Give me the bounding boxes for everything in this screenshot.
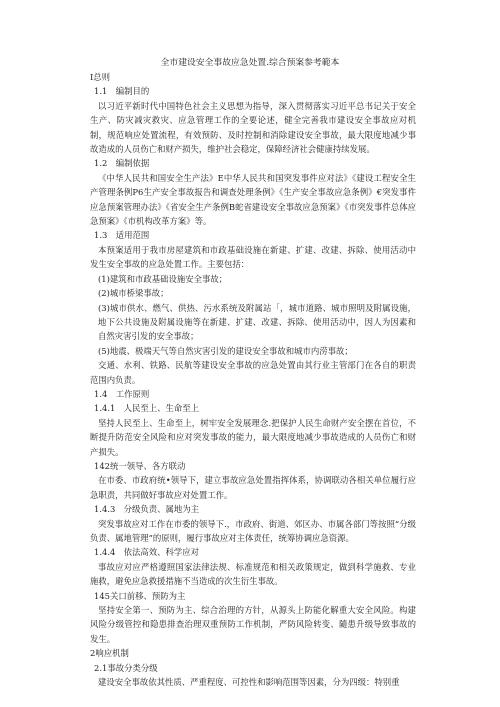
paragraph: 事故应对应严格遵照国家法律法规、标准规范和相关政策规定，做到科学施救、专业施救，避免应急救援措施不当造成的次生衍生事故。 bbox=[90, 561, 416, 587]
section-heading: 2.1事故分类分级 bbox=[94, 662, 158, 673]
list-item: (3)城市供水、燃气、供热、污水系统及附属站「，城市道路、城市照明及附属设施，地下公共设施及附属设施等在新建、扩建、改建、拆除、使用活动中，因人为因素和自然灾害引发的安全事故； bbox=[98, 302, 416, 342]
list-item: (2)城市桥梁事故； bbox=[98, 288, 169, 299]
paragraph: 本预案适用于我市房屋建筑和市政基础设施在新建、扩建、改建、拆除、使用活动中发生安全事故的应急处置工作。主要包括： bbox=[90, 244, 416, 270]
section-heading: 1.4.1 人民至上、生命至上 bbox=[94, 403, 200, 414]
document-title: 全市建设安全事故应急处置.综合预案参考範本 bbox=[160, 58, 340, 68]
list-item: (5)地震、极端天气等自然灾害引发的建设安全事故和城市内涝事故； bbox=[98, 345, 353, 356]
section-heading: 1.3 适用范围 bbox=[94, 230, 150, 241]
section-heading: 1.4 工作原则 bbox=[94, 388, 150, 399]
paragraph: 《中华人民共和国安全生产法》E中华人民共和国突发事件应对法》《建设工程安全生产管理条例P6生产安全事故报告和调查处理条例》《生产安全事故应急条例》€突发事件应急预案管理办法》《省安全生产条例B蛇省建设安全事故应急预案》《市突发事件总体应急预案》《市机构改革方案》等。 bbox=[90, 172, 416, 227]
section-heading: 1.4.4 依法高效、科学应对 bbox=[94, 547, 200, 558]
paragraph: 交通、水利、铁路、民航等建设安全事故的应急处置由其行业主管部门在各自的职责范围内负责。 bbox=[90, 360, 416, 385]
section-heading: 1.4.3 分级负责、属地为主 bbox=[94, 504, 200, 515]
paragraph: 坚持安全第一、预防为主、综合治理的方针，从源头上防能化解重大安全风险。构建风险分级管控和隐患排查治理双重预防工作机制，严防风险转变、隨患升级导致事故的发生。 bbox=[90, 605, 416, 644]
paragraph: 突发事故应对工作在市委的领导下.，市政府、街道、郊区办、市属各部门等按照“分级负责、属地管理”的原则，履行事故应对主体责任，统筹协调应急资源。 bbox=[90, 518, 416, 543]
section-heading: I总则 bbox=[90, 72, 111, 82]
paragraph: 坚持人民至上、生命至上，树牢安全发展理念.把保护人民生命财产安全摆在首位，不断提升防范安全风险和应对突发事故的能力，最大限度地减少事故造成的人员伤亡和财产损失。 bbox=[90, 417, 416, 457]
document-body bbox=[90, 70, 416, 689]
paragraph: 以习近平新时代中国特色社会主义思想为指导，深入贯彻落实习近平总书记关于安全生产、防灾减灾救灾、应急管理工作的全要论述，健全完善我市建设安全事故应对机制，规范响应处置流程，有效预防、及时控制和消除建设安全事故，最大限度地减少事故造成的人员伤亡和财产损失，维护社会稳定，保障经济社会健康持续发展。 bbox=[90, 100, 416, 155]
section-heading: 145关口前移、预防为主 bbox=[94, 590, 186, 601]
paragraph: 建设安全事故依其性质、严重程度、可控性和影响范围等因素，分为四级：特别重 bbox=[98, 677, 400, 688]
section-heading: 1.2 编制依据 bbox=[94, 158, 150, 169]
paragraph: 在市委、市政府统•领导下，建立事故应急处置指挥体系，协调联动各相关单位履行应急职责，共同做好事故应对处置工作。 bbox=[90, 475, 416, 500]
section-heading: 2响应机制 bbox=[90, 648, 129, 659]
section-heading: 1.1 编制目的 bbox=[94, 86, 150, 97]
section-heading: 142统一领导、各方联动 bbox=[94, 460, 186, 471]
list-item: (1)建筑和市政基础设施安全事故； bbox=[98, 273, 228, 284]
